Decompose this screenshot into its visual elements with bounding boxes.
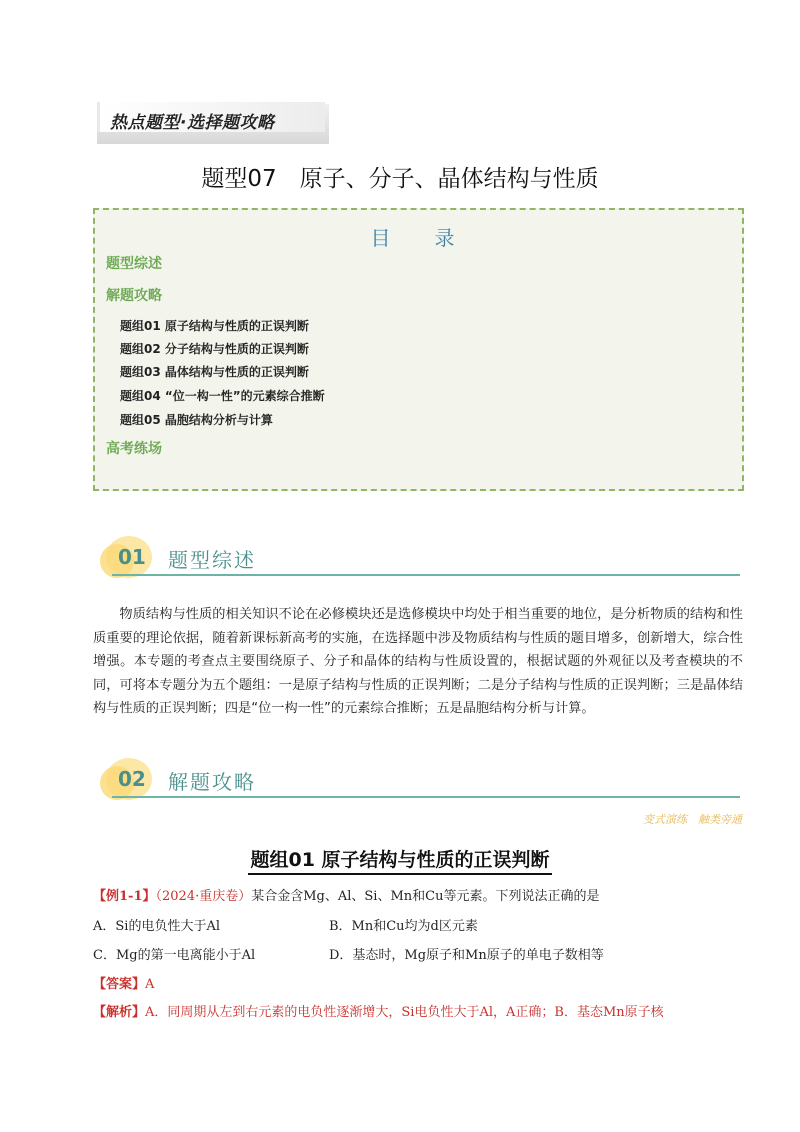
section-number: 01 <box>118 545 146 569</box>
toc-item-group02[interactable]: 题组02 分子结构与性质的正误判断 <box>120 342 309 356</box>
toc-item-group05[interactable]: 题组05 晶胞结构分析与计算 <box>120 413 273 427</box>
category-banner <box>97 96 329 144</box>
answer-tag: 【答案】 <box>93 977 146 992</box>
example-source: （2024·重庆卷） <box>155 889 252 904</box>
section-header-strategy <box>100 756 740 806</box>
answer-value: A <box>145 977 155 992</box>
overview-paragraph: 物质结构与性质的相关知识不论在必修模块还是选修模块中均处于相当重要的地位，是分析物质的结构和性质重要的理论依据，随着新课标新高考的实施，在选择题中涉及物质结构与性质的题目增多，创新增大，综合性增强。本专题的考查点主要围绕原子、分子和晶体的结构与性质设置的，根据试题的外观征以及考查模块的不同，可将本专题分为五个题组：一是原子结构与性质的正误判断；二是分子结构与性质的正误判断；三是晶体结构与性质的正误判断；四是“位一构一性”的元素综合推断；五是晶胞结构分析与计算。 <box>93 607 743 717</box>
section-number: 02 <box>118 767 146 791</box>
page-title: 题型07 原子、分子、晶体结构与性质 <box>201 166 599 192</box>
banner-box <box>97 102 325 132</box>
section-header-overview <box>100 534 740 584</box>
option-c: C．Mg的第一电离能小于Al <box>93 948 256 963</box>
table-of-contents <box>93 208 744 491</box>
option-d: D．基态时，Mg原子和Mn原子的单电子数相等 <box>329 948 604 963</box>
answer-line <box>93 973 753 992</box>
toc-section-strategy[interactable]: 解题攻略 <box>106 288 162 304</box>
section-title: 题型综述 <box>168 548 256 572</box>
section-divider <box>112 796 740 798</box>
toc-item-group04[interactable]: 题组04 “位一构一性”的元素综合推断 <box>120 389 325 403</box>
example-tag: 【例1-1】 <box>93 889 156 904</box>
toc-section-practice[interactable]: 高考练场 <box>106 441 162 457</box>
example-stem: 某合金含Mg、Al、Si、Mn和Cu等元素。下列说法正确的是 <box>251 889 600 904</box>
banner-text: 热点题型·选择题攻略 <box>110 113 275 133</box>
analysis-tag: 【解析】 <box>93 1005 146 1020</box>
toc-section-overview[interactable]: 题型综述 <box>106 256 162 272</box>
toc-item-group03[interactable]: 题组03 晶体结构与性质的正误判断 <box>120 365 309 379</box>
analysis-text: A．同周期从左到右元素的电负性逐渐增大，Si电负性大于Al，A正确；B．基态Mn原子核 <box>145 1005 664 1020</box>
option-b: B．Mn和Cu均为d区元素 <box>329 919 478 934</box>
section-divider <box>112 574 740 576</box>
example-stem-line <box>93 885 753 904</box>
group-title-text: 题组01 原子结构与性质的正误判断 <box>248 849 551 875</box>
option-a: A．Si的电负性大于Al <box>93 919 220 934</box>
toc-item-group01[interactable]: 题组01 原子结构与性质的正误判断 <box>120 319 309 333</box>
group-title <box>0 845 800 872</box>
section-title: 解题攻略 <box>168 770 256 794</box>
side-note: 变式演练 触类旁通 <box>643 813 742 826</box>
analysis-line <box>93 1001 753 1020</box>
toc-heading: 目 录 <box>370 226 467 250</box>
